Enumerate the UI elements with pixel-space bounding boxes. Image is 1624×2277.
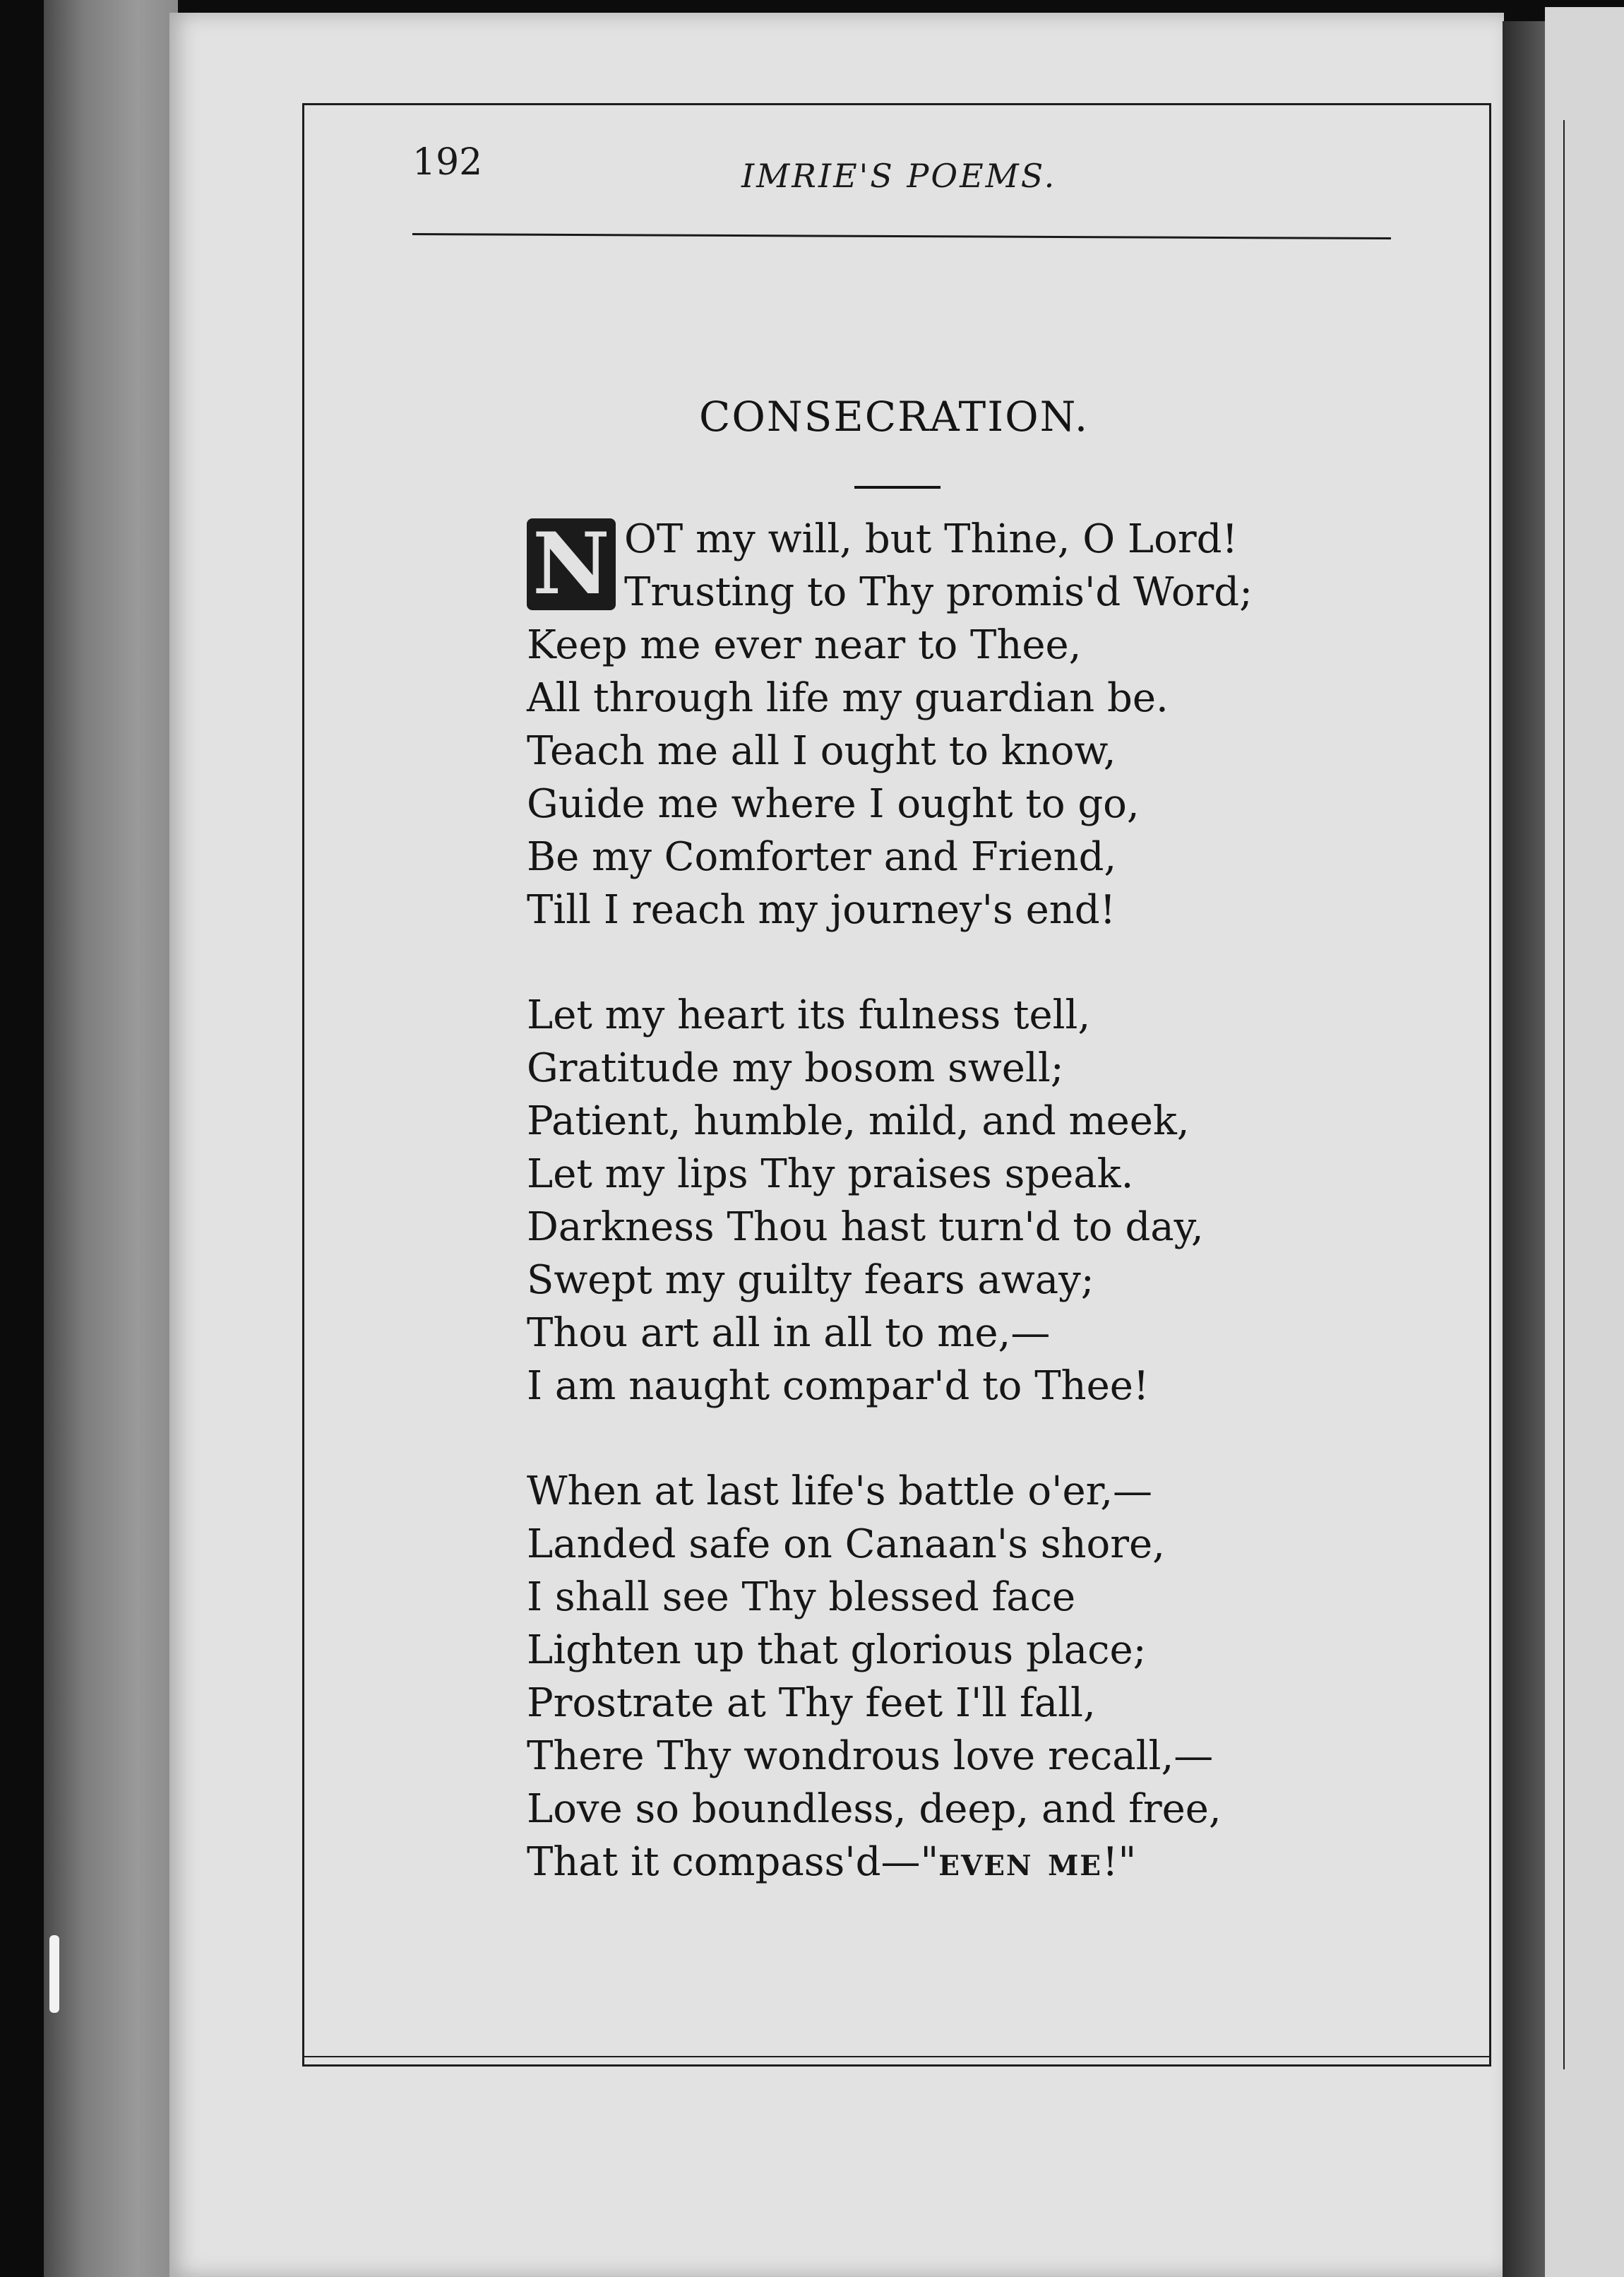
poem-line: Darkness Thou hast turn'd to day, (527, 1204, 1204, 1250)
stanza-2 (527, 989, 1374, 1413)
last-line-smallcaps: even me (938, 1838, 1102, 1885)
poem-line: Swept my guilty fears away; (527, 1257, 1094, 1303)
facing-page-frame-line (1563, 120, 1565, 2069)
poem-line: When at last life's battle o'er,— (527, 1468, 1153, 1514)
poem-title: CONSECRATION. (699, 393, 1089, 441)
poem-line: I am naught compar'd to Thee! (527, 1363, 1150, 1409)
poem-line: OT my will, but Thine, O Lord! (624, 516, 1238, 562)
poem-line: Thou art all in all to me,— (527, 1310, 1051, 1356)
poem-line: I shall see Thy blessed face (527, 1574, 1076, 1620)
drop-cap: N (527, 518, 616, 610)
last-line-prefix: That it compass'd—" (527, 1839, 939, 1885)
stanza-3 (527, 1465, 1374, 1889)
poem-line: Lighten up that glorious place; (527, 1627, 1147, 1673)
poem-last-line (527, 1836, 1374, 1889)
poem-line: Teach me all I ought to know, (527, 728, 1116, 774)
poem-line: Be my Comforter and Friend, (527, 834, 1117, 880)
last-line-suffix: !" (1101, 1839, 1137, 1885)
poem-line: Love so boundless, deep, and free, (527, 1786, 1222, 1832)
poem-line: Gratitude my bosom swell; (527, 1045, 1064, 1091)
book-page-edge (44, 0, 178, 2277)
book-gutter (1503, 21, 1545, 2277)
poem-line: Till I reach my journey's end! (527, 887, 1116, 933)
title-rule (854, 486, 941, 489)
poem-line: Let my lips Thy praises speak. (527, 1151, 1134, 1197)
paper-scratch (49, 1935, 59, 2013)
poem-line: Patient, humble, mild, and meek, (527, 1098, 1190, 1144)
poem-line: Prostrate at Thy feet I'll fall, (527, 1680, 1096, 1726)
poem-line: Let my heart its fulness tell, (527, 992, 1091, 1038)
facing-page (1545, 7, 1624, 2277)
poem-line: Guide me where I ought to go, (527, 781, 1140, 827)
poem-line: All through life my guardian be. (527, 675, 1169, 721)
poem-line: Landed safe on Canaan's shore, (527, 1521, 1165, 1567)
running-head: IMRIE'S POEMS. (741, 157, 1057, 195)
poem-line: Keep me ever near to Thee, (527, 622, 1082, 668)
page-number: 192 (412, 141, 483, 184)
stanza-1 (527, 513, 1374, 937)
poem-line: There Thy wondrous love recall,— (527, 1733, 1214, 1779)
poem-line: Trusting to Thy promis'd Word; (624, 569, 1253, 615)
poem-body (527, 513, 1374, 1941)
